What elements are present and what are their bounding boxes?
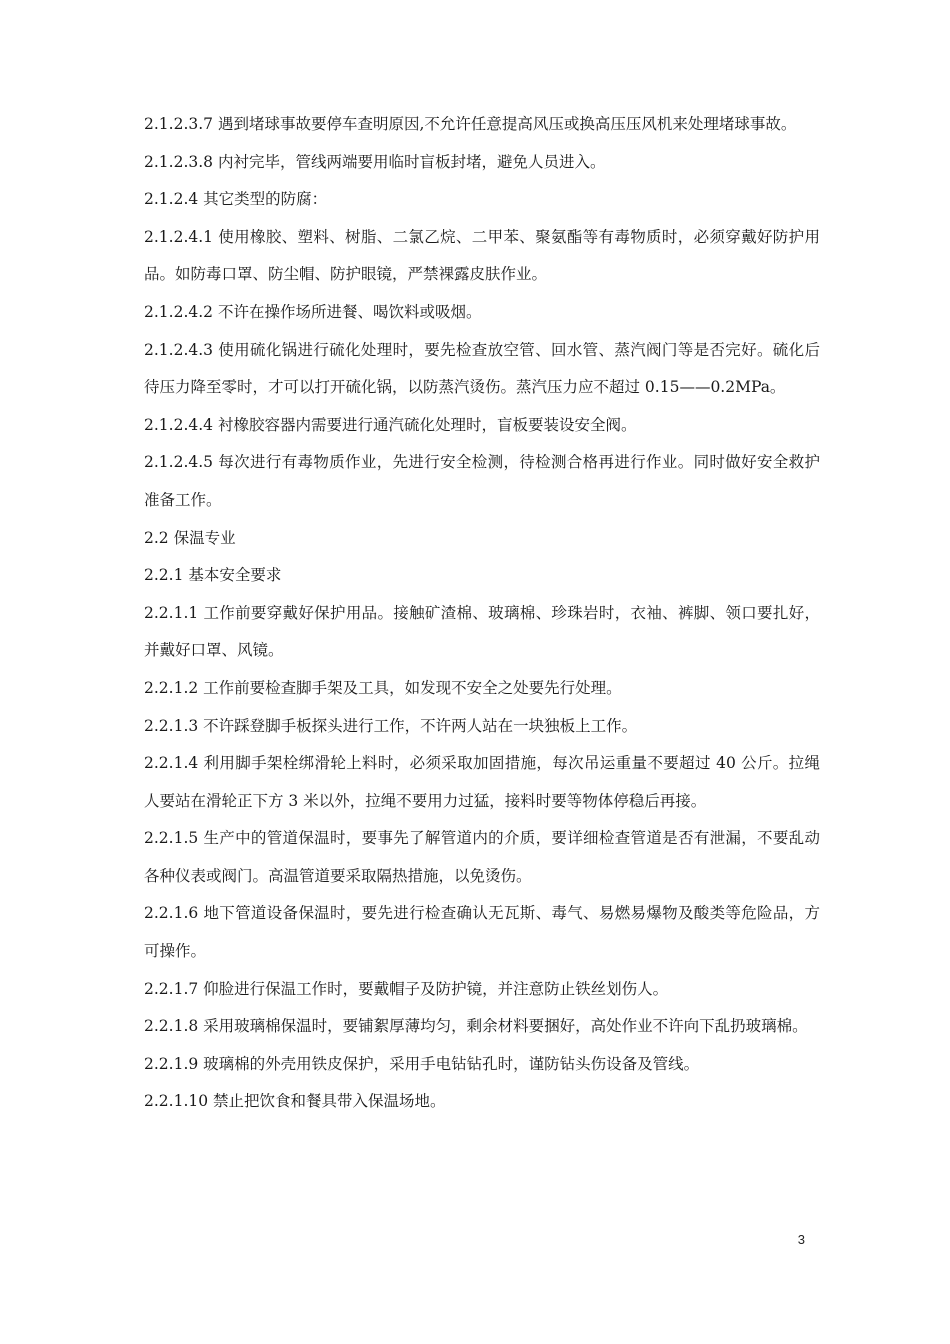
- heading-2-2-1: 2.2.1 基本安全要求: [144, 566, 282, 585]
- paragraph-2-2-1-4: 2.2.1.4 利用脚手架栓绑滑轮上料时，必须采取加固措施，每次吊运重量不要超过 40 公斤。拉绳人要站在滑轮正下方 3 米以外，拉绳不要用力过猛，接料时要等物体停稳后再接。: [144, 754, 820, 810]
- paragraph-2-1-2-4-3: 2.1.2.4.3 使用硫化锅进行硫化处理时，要先检查放空管、回水管、蒸汽阀门等是否完好。硫化后待压力降至零时，才可以打开硫化锅，以防蒸汽烫伤。蒸汽压力应不超过 0.15——0.2MPa。: [144, 340, 820, 397]
- paragraph-2-2-1-9: 2.2.1.9 玻璃棉的外壳用铁皮保护，采用手电钻钻孔时，谨防钻头伤设备及管线。: [144, 1054, 700, 1073]
- paragraph-2-2-1-8: 2.2.1.8 采用玻璃棉保温时，要铺絮厚薄均匀，剩余材料要捆好，高处作业不许向下乱扔玻璃棉。: [144, 1017, 808, 1036]
- paragraph-2-2-1-7: 2.2.1.7 仰脸进行保温工作时，要戴帽子及防护镜，并注意防止铁丝划伤人。: [144, 979, 669, 998]
- paragraph-2-1-2-3-8: 2.1.2.3.8 内衬完毕，管线两端要用临时盲板封堵，避免人员进入。: [144, 152, 606, 171]
- paragraph-2-1-2-4-4: 2.1.2.4.4 衬橡胶容器内需要进行通汽硫化处理时，盲板要装设安全阀。: [144, 415, 637, 434]
- paragraph-2-1-2-4-1: 2.1.2.4.1 使用橡胶、塑料、树脂、二氯乙烷、二甲苯、聚氨酯等有毒物质时，必须穿戴好防护用品。如防毒口罩、防尘帽、防护眼镜，严禁裸露皮肤作业。: [144, 227, 820, 284]
- page-number: 3: [797, 1232, 805, 1247]
- heading-2-1-2-4: 2.1.2.4 其它类型的防腐：: [144, 190, 328, 209]
- heading-2-2: 2.2 保温专业: [144, 528, 236, 547]
- paragraph-2-2-1-1: 2.2.1.1 工作前要穿戴好保护用品。接触矿渣棉、玻璃棉、珍珠岩时，衣袖、裤脚、领口要扎好，并戴好口罩、风镜。: [144, 603, 820, 660]
- paragraph-2-2-1-6: 2.2.1.6 地下管道设备保温时，要先进行检查确认无瓦斯、毒气、易燃易爆物及酸类等危险品，方可操作。: [144, 904, 820, 961]
- paragraph-2-2-1-3: 2.2.1.3 不许踩登脚手板探头进行工作，不许两人站在一块独板上工作。: [144, 716, 638, 735]
- paragraph-2-2-1-2: 2.2.1.2 工作前要检查脚手架及工具，如发现不安全之处要先行处理。: [144, 678, 622, 697]
- paragraph-2-1-2-4-5: 2.1.2.4.5 每次进行有毒物质作业，先进行安全检测，待检测合格再进行作业。同时做好安全救护准备工作。: [144, 453, 820, 509]
- paragraph-2-2-1-5: 2.2.1.5 生产中的管道保温时，要事先了解管道内的介质，要详细检查管道是否有泄漏，不要乱动各种仪表或阀门。高温管道要采取隔热措施，以免烫伤。: [144, 829, 820, 885]
- paragraph-2-2-1-10: 2.2.1.10 禁止把饮食和餐具带入保温场地。: [144, 1092, 446, 1111]
- document-body: [144, 106, 820, 1121]
- paragraph-2-1-2-4-2: 2.1.2.4.2 不许在操作场所进餐、喝饮料或吸烟。: [144, 302, 482, 321]
- paragraph-2-1-2-3-7: 2.1.2.3.7 遇到堵球事故要停车查明原因,不允许任意提高风压或换高压压风机来处理堵球事故。: [144, 115, 797, 133]
